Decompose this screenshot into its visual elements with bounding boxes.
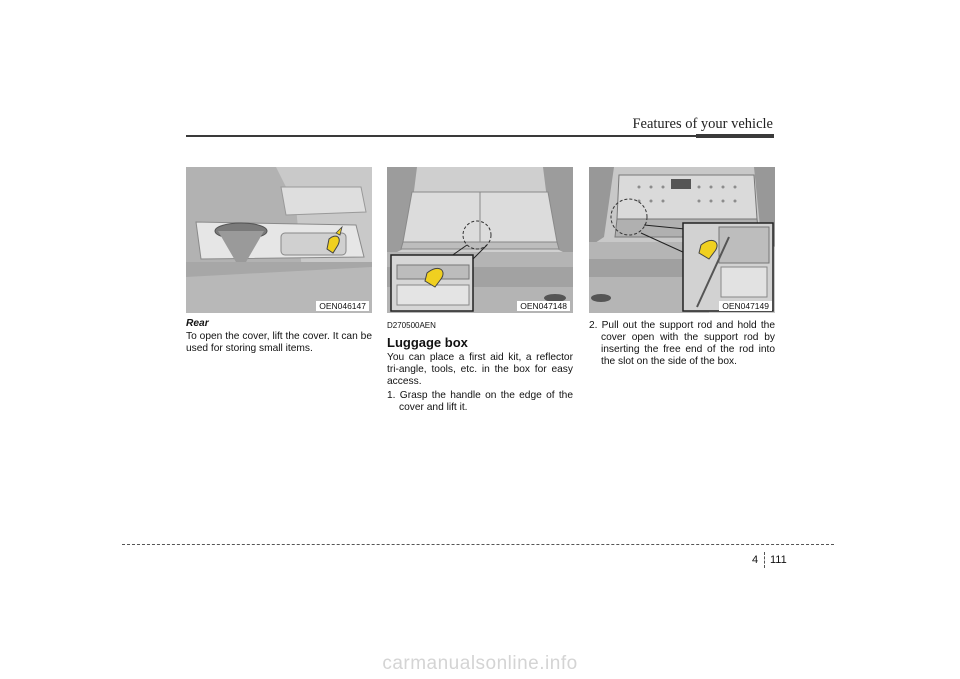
paragraph-rear-cover: To open the cover, lift the cover. It can be used for storing small items. <box>186 331 372 354</box>
photo-rear-side-storage <box>186 167 372 313</box>
watermark: carmanualsonline.info <box>382 653 578 674</box>
footer-separator <box>764 552 765 568</box>
paragraph-luggage-box: You can place a first aid kit, a reflector tri-angle, tools, etc. in the box for easy access. <box>387 352 573 387</box>
photo-luggage-box-handle <box>387 167 573 313</box>
step-1: 1. Grasp the handle on the edge of the cover and lift it. <box>387 390 573 413</box>
photo-code: OEN047148 <box>517 301 570 311</box>
section-code: D270500AEN <box>387 321 436 330</box>
rear-storage-illustration <box>186 167 372 313</box>
step-2: 2. Pull out the support rod and hold the cover open with the support rod by inserting the free end of the rod into the slot on the side of the box. <box>589 320 775 367</box>
page-number: 111 <box>770 554 787 566</box>
photo-code: OEN047149 <box>719 301 772 311</box>
support-rod-illustration <box>589 167 775 313</box>
column-luggage-box <box>387 318 573 414</box>
photo-luggage-box-support-rod <box>589 167 775 313</box>
footer-rule <box>122 544 834 545</box>
photo-code: OEN046147 <box>316 301 369 311</box>
column-support-rod <box>589 318 775 368</box>
section-heading-luggage-box: Luggage box <box>387 335 468 350</box>
header-rule <box>186 135 774 137</box>
running-header: Features of your vehicle <box>632 116 773 132</box>
luggage-box-illustration <box>387 167 573 313</box>
chapter-number: 4 <box>752 554 759 566</box>
column-rear-storage <box>186 318 372 355</box>
subheading-rear: Rear <box>186 318 209 329</box>
